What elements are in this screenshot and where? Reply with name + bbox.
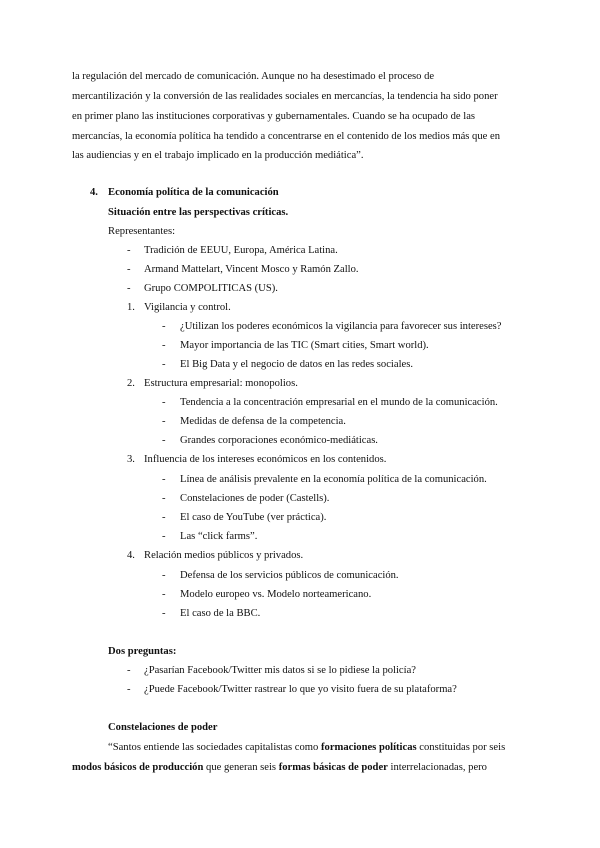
bullet-dash: - [127,684,131,695]
quote-text: constituidas por seis [416,742,506,753]
topic-item: Constelaciones de poder (Castells). [180,493,330,504]
quote-bold-term: modos básicos de producción [72,762,204,773]
section-subtitle: Situación entre las perspectivas críticas. [108,207,289,218]
topic-item: Defensa de los servicios públicos de comunicación. [180,570,399,581]
topic-number: 1. [127,302,135,313]
quote-bold-term: formaciones políticas [321,742,417,753]
bullet-dash: - [162,608,166,619]
bullet-dash: - [162,512,166,523]
question-item: ¿Puede Facebook/Twitter rastrear lo que yo visito fuera de su plataforma? [144,684,457,695]
bullet-dash: - [127,245,131,256]
bullet-dash: - [162,589,166,600]
representante-item: Armand Mattelart, Vincent Mosco y Ramón Zallo. [144,264,359,275]
bullet-dash: - [162,321,166,332]
representante-item: Grupo COMPOLITICAS (US). [144,283,278,294]
topic-item: Modelo europeo vs. Modelo norteamericano. [180,589,372,600]
intro-line-3: en primer plano las instituciones corporativas y gubernamentales. Cuando se ha ocupado de las [72,111,476,122]
topic-item: ¿Utilizan los poderes económicos la vigilancia para favorecer sus intereses? [180,321,502,332]
bullet-dash: - [162,570,166,581]
bullet-dash: - [127,665,131,676]
topic-title: Vigilancia y control. [144,302,231,313]
topic-item: Línea de análisis prevalente en la economía política de la comunicación. [180,474,487,485]
representante-item: Tradición de EEUU, Europa, América Latina. [144,245,338,256]
intro-line-2: mercantilización y la conversión de las realidades sociales en mercancías, la tendencia ha sido poner [72,91,498,102]
intro-line-5: las audiencias y en el trabajo implicado en la producción mediática”. [72,150,364,161]
topic-item: Mayor importancia de las TIC (Smart cities, Smart world). [180,340,429,351]
bullet-dash: - [162,531,166,542]
quote-text: “Santos entiende las sociedades capitalistas como [108,742,321,753]
representantes-label: Representantes: [108,226,176,237]
bullet-dash: - [162,340,166,351]
bullet-dash: - [162,416,166,427]
bullet-dash: - [162,435,166,446]
bullet-dash: - [127,264,131,275]
constelaciones-heading: Constelaciones de poder [108,722,218,733]
topic-item: El caso de YouTube (ver práctica). [180,512,327,523]
topic-item: Tendencia a la concentración empresarial en el mundo de la comunicación. [180,397,498,408]
topic-item: El Big Data y el negocio de datos en las redes sociales. [180,359,413,370]
quote-text: interrelacionadas, pero [387,762,487,773]
bullet-dash: - [127,283,131,294]
topic-item: Las “click farms”. [180,531,258,542]
bullet-dash: - [162,493,166,504]
constelaciones-quote-line-1 [108,741,505,755]
bullet-dash: - [162,474,166,485]
topic-item: Medidas de defensa de la competencia. [180,416,346,427]
topic-title: Relación medios públicos y privados. [144,550,304,561]
topic-number: 2. [127,378,135,389]
quote-bold-term: formas básicas de poder [278,762,388,773]
topic-item: El caso de la BBC. [180,608,261,619]
topic-item: Grandes corporaciones económico-mediáticas. [180,435,378,446]
topic-number: 4. [127,550,135,561]
topic-title: Estructura empresarial: monopolios. [144,378,298,389]
section-number: 4. [90,187,98,198]
intro-line-1: la regulación del mercado de comunicación. Aunque no ha desestimado el proceso de [72,71,435,82]
topic-number: 3. [127,454,135,465]
dos-preguntas-heading: Dos preguntas: [108,646,177,657]
topic-title: Influencia de los intereses económicos en los contenidos. [144,454,387,465]
question-item: ¿Pasarían Facebook/Twitter mis datos si se lo pidiese la policía? [144,665,416,676]
constelaciones-quote-line-2 [72,761,487,775]
bullet-dash: - [162,359,166,370]
section-title: Economía política de la comunicación [108,187,279,198]
quote-text: que generan seis [203,762,279,773]
intro-line-4: mercancías, la economía política ha tendido a concentrarse en el contenido de los medios más que en [72,131,501,142]
bullet-dash: - [162,397,166,408]
